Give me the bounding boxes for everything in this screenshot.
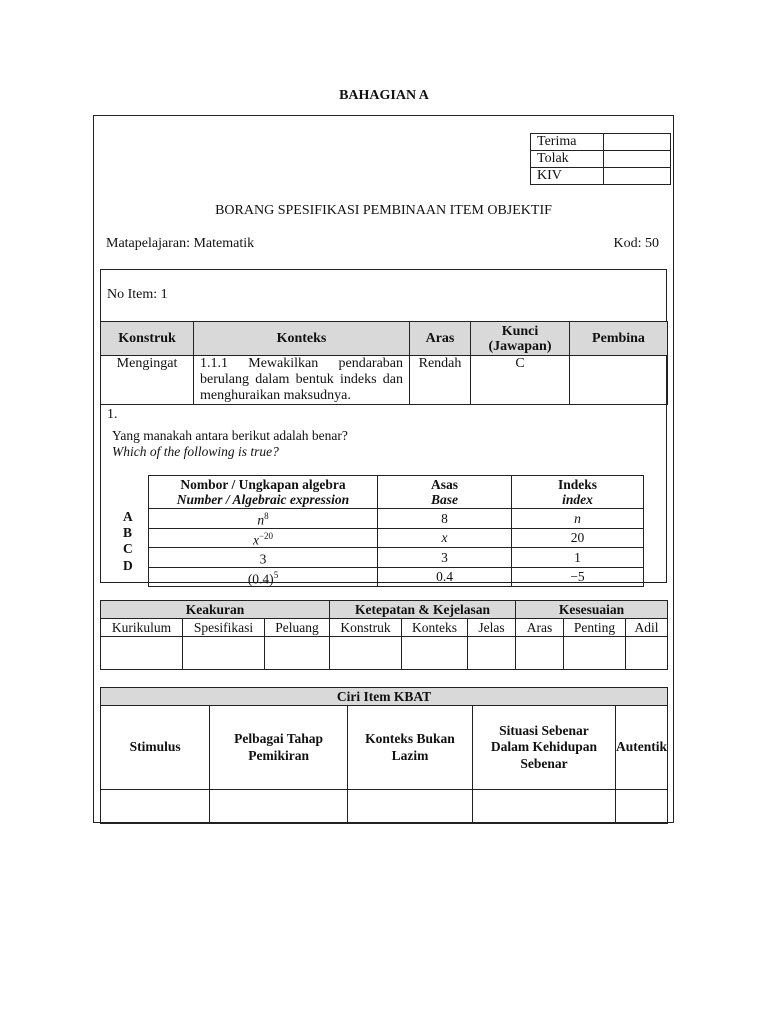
spec-header-konstruk: Konstruk [101,322,194,356]
question-text-en: Which of the following is true? [112,444,279,459]
eval-cell-konteks[interactable] [402,637,468,670]
option-b-base: x [378,528,512,548]
option-b-expression: $x^{-20}$ [149,528,378,548]
kbat-table [100,687,668,824]
status-terima-label: Terima [531,134,604,151]
eval-col-peluang: Peluang [265,619,330,637]
eval-cell-jelas[interactable] [468,637,516,670]
option-label-d: D [123,558,133,573]
kbat-col-autentik: Autentik [615,706,667,790]
eval-col-konstruk: Konstruk [330,619,402,637]
question-text-ms: Yang manakah antara berikut adalah benar? [112,428,348,443]
option-row-a [149,509,644,529]
status-kiv-box[interactable] [604,168,671,185]
options-table [148,475,644,587]
spec-konstruk-cell: Mengingat [101,356,194,405]
option-d-index: −5 [512,567,644,587]
kbat-cell-situasi[interactable] [472,790,615,824]
spec-header-konteks: Konteks [194,322,410,356]
status-tolak-label: Tolak [531,151,604,168]
status-tolak-box[interactable] [604,151,671,168]
options-header-expression [149,476,378,509]
question-number: 1. [107,407,118,422]
eval-col-spesifikasi: Spesifikasi [183,619,265,637]
spec-header-aras: Aras [410,322,471,356]
kbat-cell-stimulus[interactable] [101,790,210,824]
option-a-expression: $n^8$ [149,509,378,529]
header-index-en: index [562,492,593,507]
eval-cell-konstruk[interactable] [330,637,402,670]
spec-konteks-cell: 1.1.1 Mewakilkan pendaraban berulang dalam bentuk indeks dan menghuraikan maksudnya. [194,356,410,405]
code-label: Kod: 50 [613,236,659,251]
spec-header-kunci: Kunci (Jawapan) [471,322,570,356]
options-header-index [512,476,644,509]
header-base-ms: Asas [430,477,458,492]
review-status-table [530,133,671,185]
header-base-en: Base [431,492,458,507]
eval-cell-peluang[interactable] [265,637,330,670]
option-a-index: n [512,509,644,529]
option-row-c [149,548,644,568]
option-b-index: 20 [512,528,644,548]
eval-group-ketepatan: Ketepatan & Kejelasan [330,601,516,619]
section-title: BAHAGIAN A [339,88,429,103]
option-row-d [149,567,644,587]
option-label-a: A [123,509,133,524]
eval-col-aras: Aras [516,619,564,637]
eval-group-kesesuaian: Kesesuaian [516,601,668,619]
eval-cell-aras[interactable] [516,637,564,670]
header-index-ms: Indeks [557,477,598,492]
kbat-title: Ciri Item KBAT [101,688,668,706]
kbat-cell-konteks[interactable] [347,790,472,824]
eval-col-jelas: Jelas [468,619,516,637]
options-header-base [378,476,512,509]
spec-header-pembina: Pembina [570,322,668,356]
eval-col-penting: Penting [564,619,626,637]
form-title: BORANG SPESIFIKASI PEMBINAAN ITEM OBJEKTIF [215,203,552,218]
option-label-b: B [123,525,133,540]
kbat-col-stimulus: Stimulus [101,706,210,790]
option-d-expression: $(0.4)^5$ [149,567,378,587]
option-row-b [149,528,644,548]
header-expression-ms: Nombor / Ungkapan algebra [180,477,346,492]
status-terima-box[interactable] [604,134,671,151]
kbat-col-pelbagai: Pelbagai Tahap Pemikiran [210,706,348,790]
eval-cell-kurikulum[interactable] [101,637,183,670]
option-d-base: 0.4 [378,567,512,587]
option-c-base: 3 [378,548,512,568]
option-a-base: 8 [378,509,512,529]
item-number: No Item: 1 [107,287,168,302]
header-expression-en: Number / Algebraic expression [176,492,350,507]
kbat-cell-autentik[interactable] [615,790,667,824]
kbat-cell-pelbagai[interactable] [210,790,348,824]
eval-col-konteks: Konteks [402,619,468,637]
kbat-col-konteks: Konteks Bukan Lazim [347,706,472,790]
eval-cell-spesifikasi[interactable] [183,637,265,670]
option-c-index: 1 [512,548,644,568]
option-c-expression: 3 [149,548,378,568]
subject-label: Matapelajaran: Matematik [106,236,255,251]
kbat-col-situasi: Situasi Sebenar Dalam Kehidupan Sebenar [472,706,615,790]
spec-pembina-cell[interactable] [570,356,668,405]
eval-group-keakuran: Keakuran [101,601,330,619]
eval-cell-penting[interactable] [564,637,626,670]
status-kiv-label: KIV [531,168,604,185]
evaluation-table [100,600,668,670]
spec-aras-cell: Rendah [410,356,471,405]
option-label-c: C [123,541,133,556]
spec-table [100,321,668,405]
spec-kunci-cell: C [471,356,570,405]
eval-col-kurikulum: Kurikulum [101,619,183,637]
eval-cell-adil[interactable] [626,637,668,670]
eval-col-adil: Adil [626,619,668,637]
